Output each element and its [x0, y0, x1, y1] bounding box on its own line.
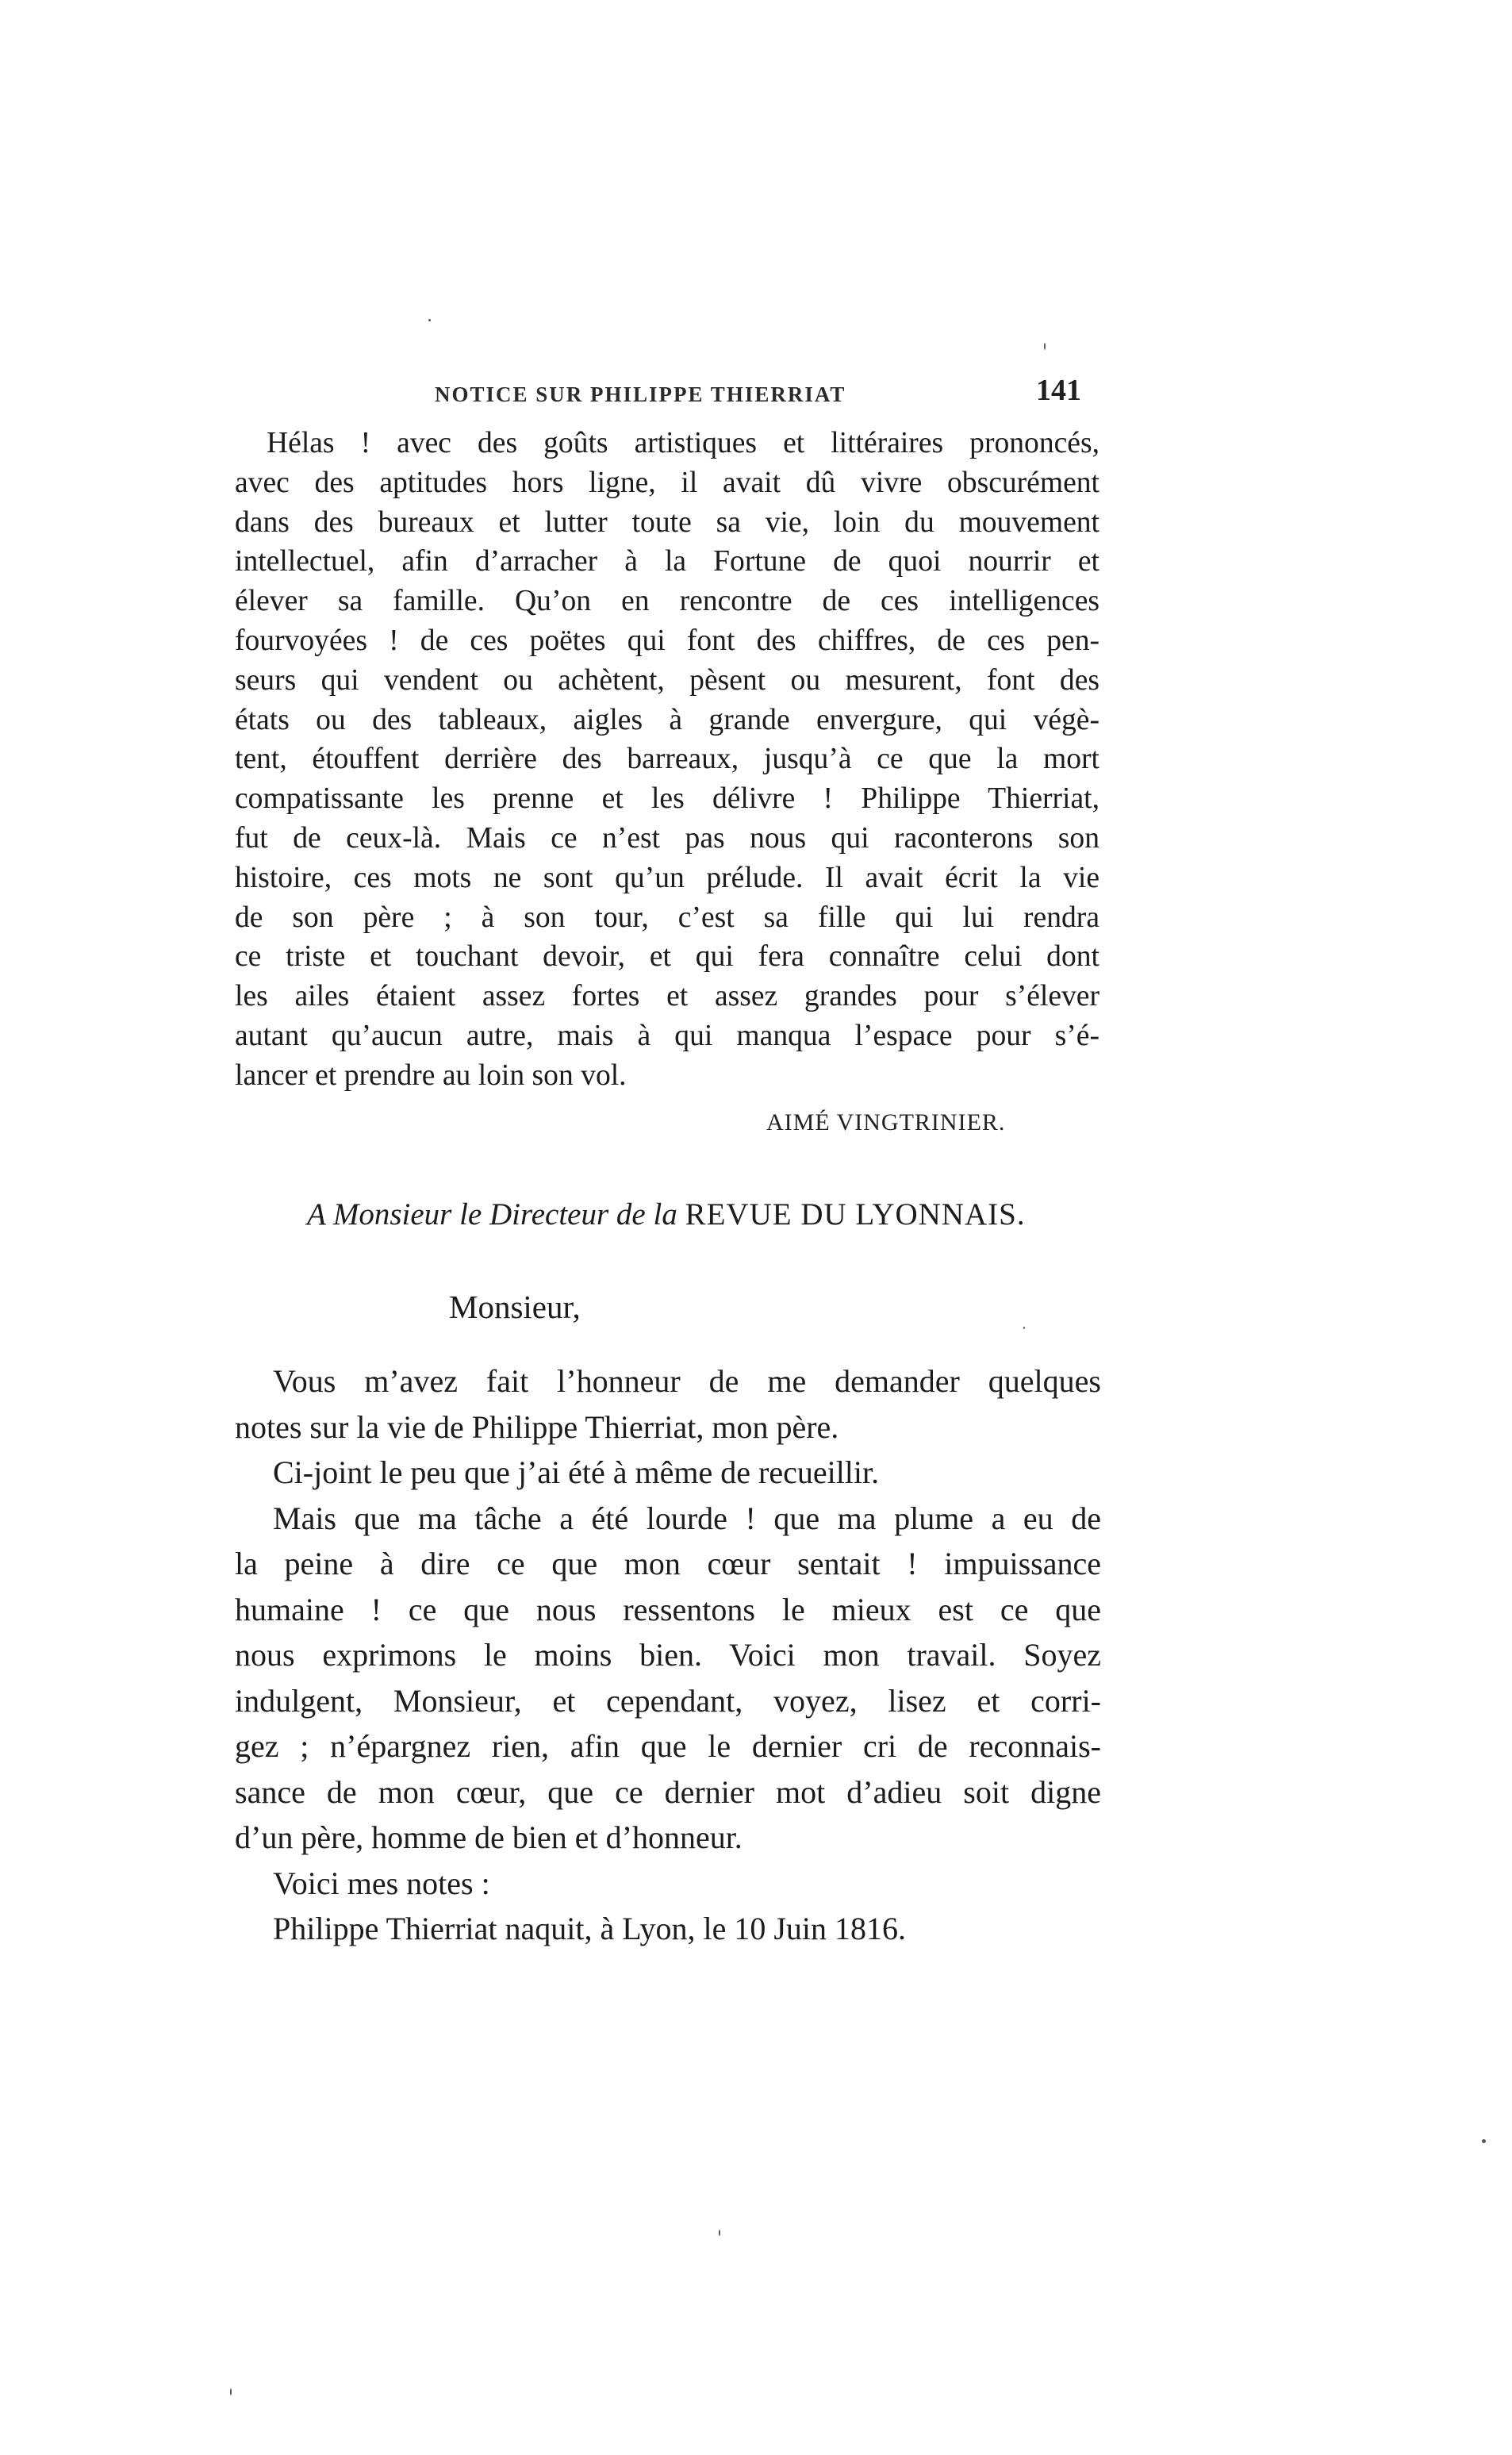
notice-line: Hélas ! avec des goûts artistiques et littéraires prononcés,	[267, 427, 1099, 459]
notice-line: autant qu’aucun autre, mais à qui manqua l’espace pour s’é-	[235, 1019, 1099, 1052]
notice-line: élever sa famille. Qu’on en rencontre de ces intelligences	[235, 585, 1099, 618]
scan-speck	[230, 2388, 232, 2395]
letter-line: Vous m’avez fait l’honneur de me demander quelques	[273, 1363, 1101, 1399]
notice-line: les ailes étaient assez fortes et assez grandes pour s’élever	[235, 980, 1099, 1013]
letter-line: nous exprimons le moins bien. Voici mon travail. Soyez	[235, 1637, 1101, 1673]
letter-line: humaine ! ce que nous ressentons le mieux est ce que	[235, 1591, 1101, 1627]
letter-heading-prefix: A Monsieur le Directeur de la	[307, 1197, 677, 1231]
letter-line: la peine à dire ce que mon cœur sentait ! impuissance	[235, 1546, 1101, 1581]
notice-line: intellectuel, afin d’arracher à la Fortune de quoi nourrir et	[235, 545, 1099, 578]
notice-line: tent, étouffent derrière des barreaux, jusqu’à ce que la mort	[235, 743, 1099, 776]
scan-speck	[1482, 2139, 1486, 2143]
letter-line: Ci-joint le peu que j’ai été à même de recueillir.	[273, 1454, 880, 1490]
notice-line: dans des bureaux et lutter toute sa vie, loin du mouvement	[235, 505, 1099, 539]
letter-line: notes sur la vie de Philippe Thierriat, mon père.	[235, 1408, 839, 1445]
scan-speck	[1023, 1327, 1025, 1329]
notice-line: ce triste et touchant devoir, et qui fera connaître celui dont	[235, 940, 1099, 974]
letter-line: Philippe Thierriat naquit, à Lyon, le 10 Juin 1816.	[273, 1911, 907, 1946]
letter-line: d’un père, homme de bien et d’honneur.	[235, 1819, 743, 1855]
letter-line: indulgent, Monsieur, et cependant, voyez, lisez et corri-	[235, 1682, 1101, 1719]
notice-conclusion	[235, 424, 1099, 1096]
scan-speck	[428, 319, 431, 321]
letter-line: gez ; n’épargnez rien, afin que le dernier cri de reconnais-	[235, 1728, 1101, 1764]
letter-line: Mais que ma tâche a été lourde ! que ma plume a eu de	[273, 1500, 1101, 1536]
letter-line: sance de mon cœur, que ce dernier mot d’adieu soit digne	[235, 1773, 1101, 1810]
letter-line: Voici mes notes :	[273, 1865, 490, 1901]
letter-body	[235, 1358, 1101, 1952]
notice-line: de son père ; à son tour, c’est sa fille qui lui rendra	[235, 901, 1099, 934]
author-signature: AIMÉ VINGTRINIER.	[766, 1109, 1006, 1135]
letter-heading	[307, 1197, 1026, 1232]
notice-line: états ou des tableaux, aigles à grande envergure, qui végè-	[235, 703, 1099, 736]
scan-speck	[1044, 343, 1046, 350]
letter-salutation: Monsieur,	[449, 1289, 581, 1325]
notice-line: histoire, ces mots ne sont qu’un prélude. Il avait écrit la vie	[235, 861, 1099, 894]
notice-line: avec des aptitudes hors ligne, il avait dû vivre obscurément	[235, 466, 1099, 499]
scan-speck	[719, 2230, 720, 2236]
running-head: NOTICE SUR PHILIPPE THIERRIAT	[435, 382, 846, 406]
notice-line: seurs qui vendent ou achètent, pèsent ou mesurent, font des	[235, 663, 1099, 697]
notice-line: compatissante les prenne et les délivre ! Philippe Thierriat,	[235, 782, 1099, 816]
letter-heading-journal: REVUE DU LYONNAIS.	[685, 1197, 1026, 1231]
page-number: 141	[1036, 374, 1081, 407]
notice-line: fut de ceux-là. Mais ce n’est pas nous qui raconterons son	[235, 821, 1099, 855]
notice-line: lancer et prendre au loin son vol.	[235, 1058, 627, 1092]
notice-line: fourvoyées ! de ces poëtes qui font des chiffres, de ces pen-	[235, 624, 1099, 657]
